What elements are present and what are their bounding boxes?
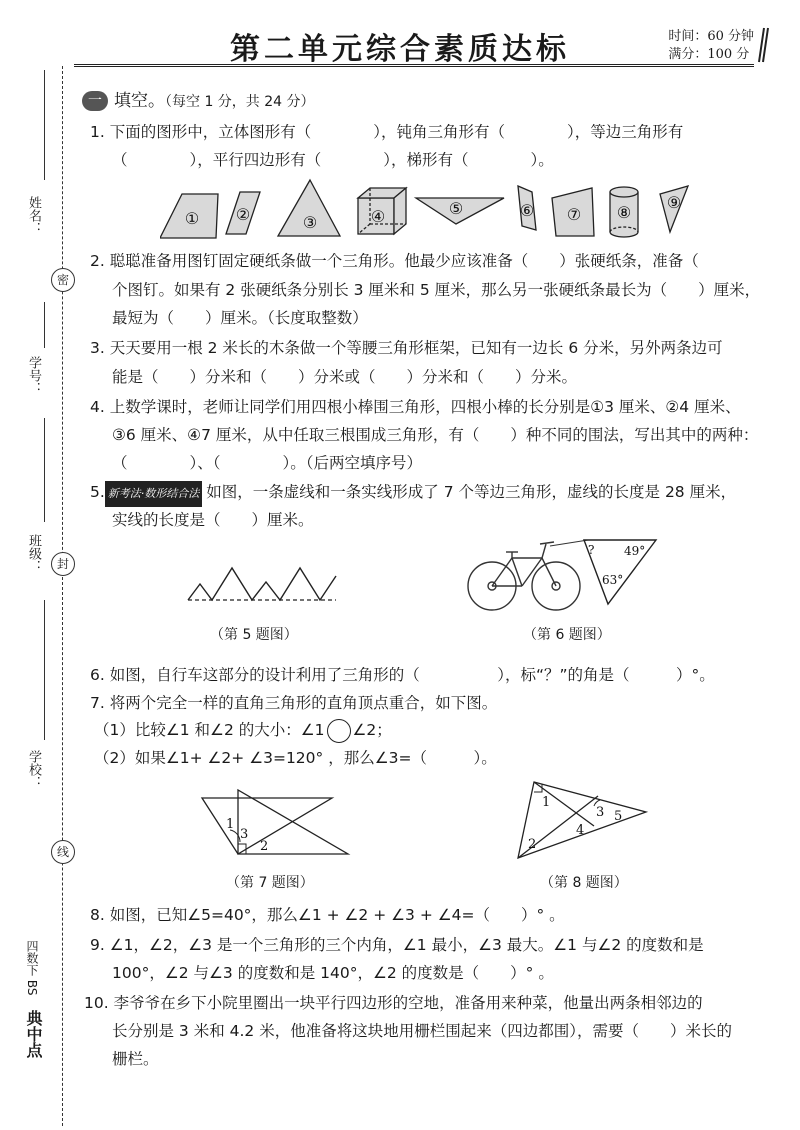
seal-mi: 密 xyxy=(51,268,75,292)
shape-5-label: ⑤ xyxy=(448,199,464,218)
q2-line2: 个图钉。如果有 2 张硬纸条分别长 3 厘米和 5 厘米，那么另一张硬纸条最长为（ ）厘米， xyxy=(112,281,761,299)
q5-line2: 实线的长度是（ ）厘米。 xyxy=(112,511,314,529)
q8-angle-1: 1 xyxy=(542,795,551,810)
seal-xian: 线 xyxy=(51,840,75,864)
q7-caption: （第 7 题图） xyxy=(226,875,314,891)
q4-line1: 4. 上数学课时，老师让同学们用四根小棒围三角形，四根小棒的长分别是①3 厘米、②4 厘米、 xyxy=(90,398,741,416)
q7-angle-2: 2 xyxy=(260,839,269,854)
pointer-line xyxy=(550,540,588,546)
section-note: （每空 1 分，共 24 分） xyxy=(165,94,315,110)
q6-angle-q: ? xyxy=(588,543,595,557)
school-label: 学校： xyxy=(26,750,41,789)
q1-line2: （ ），平行四边形有（ ），梯形有（ ）。 xyxy=(112,151,554,169)
q8-angle-2: 2 xyxy=(528,837,537,852)
q4-line2: ③6 厘米、④7 厘米，从中任取三根围成三角形，有（ ）种不同的围法，写出其中的两种： xyxy=(112,426,759,444)
class-label: 班级： xyxy=(26,534,41,573)
q7-part1-end: ∠2； xyxy=(352,721,392,739)
q7-angle-1: 1 xyxy=(226,817,235,832)
q3-line2: 能是（ ）分米和（ ）分米或（ ）分米和（ ）分米。 xyxy=(112,368,578,386)
edition-label: 四数下 BS xyxy=(25,940,39,996)
q9-line2: 100°，∠2 与∠3 的度数和是 140°，∠2 的度数是（ ）° 。 xyxy=(112,964,554,982)
title-underline xyxy=(74,64,754,67)
shape-1-label: ① xyxy=(184,209,200,228)
shape-9-label: ⑨ xyxy=(666,193,682,212)
q8-outer-triangle xyxy=(518,782,646,858)
shape-2-label: ② xyxy=(235,205,251,224)
q2-line1: 2. 聪聪准备用图钉固定硬纸条做一个三角形。他最少应该准备（ ）张硬纸条，准备（ xyxy=(90,252,699,270)
exam-meta xyxy=(668,28,754,64)
time-limit: 时间：60 分钟 xyxy=(668,29,754,44)
page-title: 第二单元综合素质达标 xyxy=(230,32,570,67)
q5-caption: （第 5 题图） xyxy=(210,627,298,643)
q7-part1-text: （1）比较∠1 和∠2 的大小：∠1 xyxy=(94,721,325,739)
q8-line1: 8. 如图，已知∠5=40°，那么∠1 + ∠2 + ∠3 + ∠4=（ ）° 。 xyxy=(90,906,565,924)
shape-3-label: ③ xyxy=(302,213,318,232)
q7-part1 xyxy=(94,717,392,743)
full-score: 满分：100 分 xyxy=(668,47,750,62)
q6-angle-63: 63° xyxy=(602,573,624,587)
q7-part2: （2）如果∠1+ ∠2+ ∠3=120° ，那么∠3=（ ）。 xyxy=(94,749,497,767)
q1-line1: 1. 下面的图形中，立体图形有（ ），钝角三角形有（ ），等边三角形有 xyxy=(90,123,684,141)
q10-line3: 栅栏。 xyxy=(112,1050,159,1068)
q5-solid-zigzag xyxy=(188,568,336,600)
shape-8-label: ⑧ xyxy=(616,203,632,222)
section-heading xyxy=(82,86,315,111)
q8-figure xyxy=(514,778,654,864)
q3-line1: 3. 天天要用一根 2 米长的木条做一个等腰三角形框架，已知有一边长 6 分米，另外两条边可 xyxy=(90,339,723,357)
q5-text: 如图，一条虚线和一条实线形成了 7 个等边三角形，虚线的长度是 28 厘米， xyxy=(206,483,737,501)
section-title: 填空。 xyxy=(114,91,165,111)
header-bars-decoration xyxy=(756,26,770,64)
shape-7-label: ⑦ xyxy=(566,205,582,224)
q6-line1: 6. 如图，自行车这部分的设计利用了三角形的（ ），标“？”的角是（ ）°。 xyxy=(90,666,715,684)
name-rule xyxy=(44,70,45,180)
q8-caption: （第 8 题图） xyxy=(540,875,628,891)
id-rule xyxy=(44,302,45,348)
q10-line1: 10. 李爷爷在乡下小院里圈出一块平行四边形的空地，准备用来种菜，他量出两条相邻边的 xyxy=(84,994,703,1012)
q8-angle-5: 5 xyxy=(614,809,623,824)
q4-line3: （ ）、（ ）。（后两空填序号） xyxy=(112,454,423,472)
q5-number: 5. xyxy=(90,483,105,501)
binding-dashed-line xyxy=(62,66,63,1126)
bike-frame xyxy=(492,558,556,586)
q8-angle-4: 4 xyxy=(576,823,585,838)
q10-line2: 长分别是 3 米和 4.2 米，他准备将这块地用栅栏围起来（四边都围），需要（ ）米长的 xyxy=(112,1022,732,1040)
q5-figure xyxy=(186,562,338,608)
brand-logo: 典中点 xyxy=(24,1010,43,1058)
compare-circle-blank[interactable] xyxy=(327,719,351,743)
q7-line1: 7. 将两个完全一样的直角三角形的直角顶点重合，如下图。 xyxy=(90,694,498,712)
school-rule xyxy=(44,600,45,740)
q7-angle-3: 3 xyxy=(240,827,249,842)
q8-angle-3: 3 xyxy=(596,805,605,820)
shape-4-label: ④ xyxy=(370,207,386,226)
q1-shapes-figure xyxy=(160,176,720,246)
q5-line1 xyxy=(90,479,736,507)
q6-caption: （第 6 题图） xyxy=(523,627,611,643)
q7-figure xyxy=(196,786,356,858)
seal-feng: 封 xyxy=(51,552,75,576)
id-label: 学号： xyxy=(26,356,41,395)
q5-tag: 新考法·数形结合法 xyxy=(105,481,203,507)
q6-bicycle-figure xyxy=(464,534,674,616)
shape-6-label: ⑥ xyxy=(519,201,535,220)
class-rule xyxy=(44,418,45,522)
q2-line3: 最短为（ ）厘米。（长度取整数） xyxy=(112,309,368,327)
section-badge: 一 xyxy=(82,91,108,111)
q9-line1: 9. ∠1，∠2，∠3 是一个三角形的三个内角，∠1 最小，∠3 最大。∠1 与∠2 的度数和是 xyxy=(90,936,704,954)
q6-angle-49: 49° xyxy=(624,544,646,558)
name-label: 姓名： xyxy=(26,196,41,235)
